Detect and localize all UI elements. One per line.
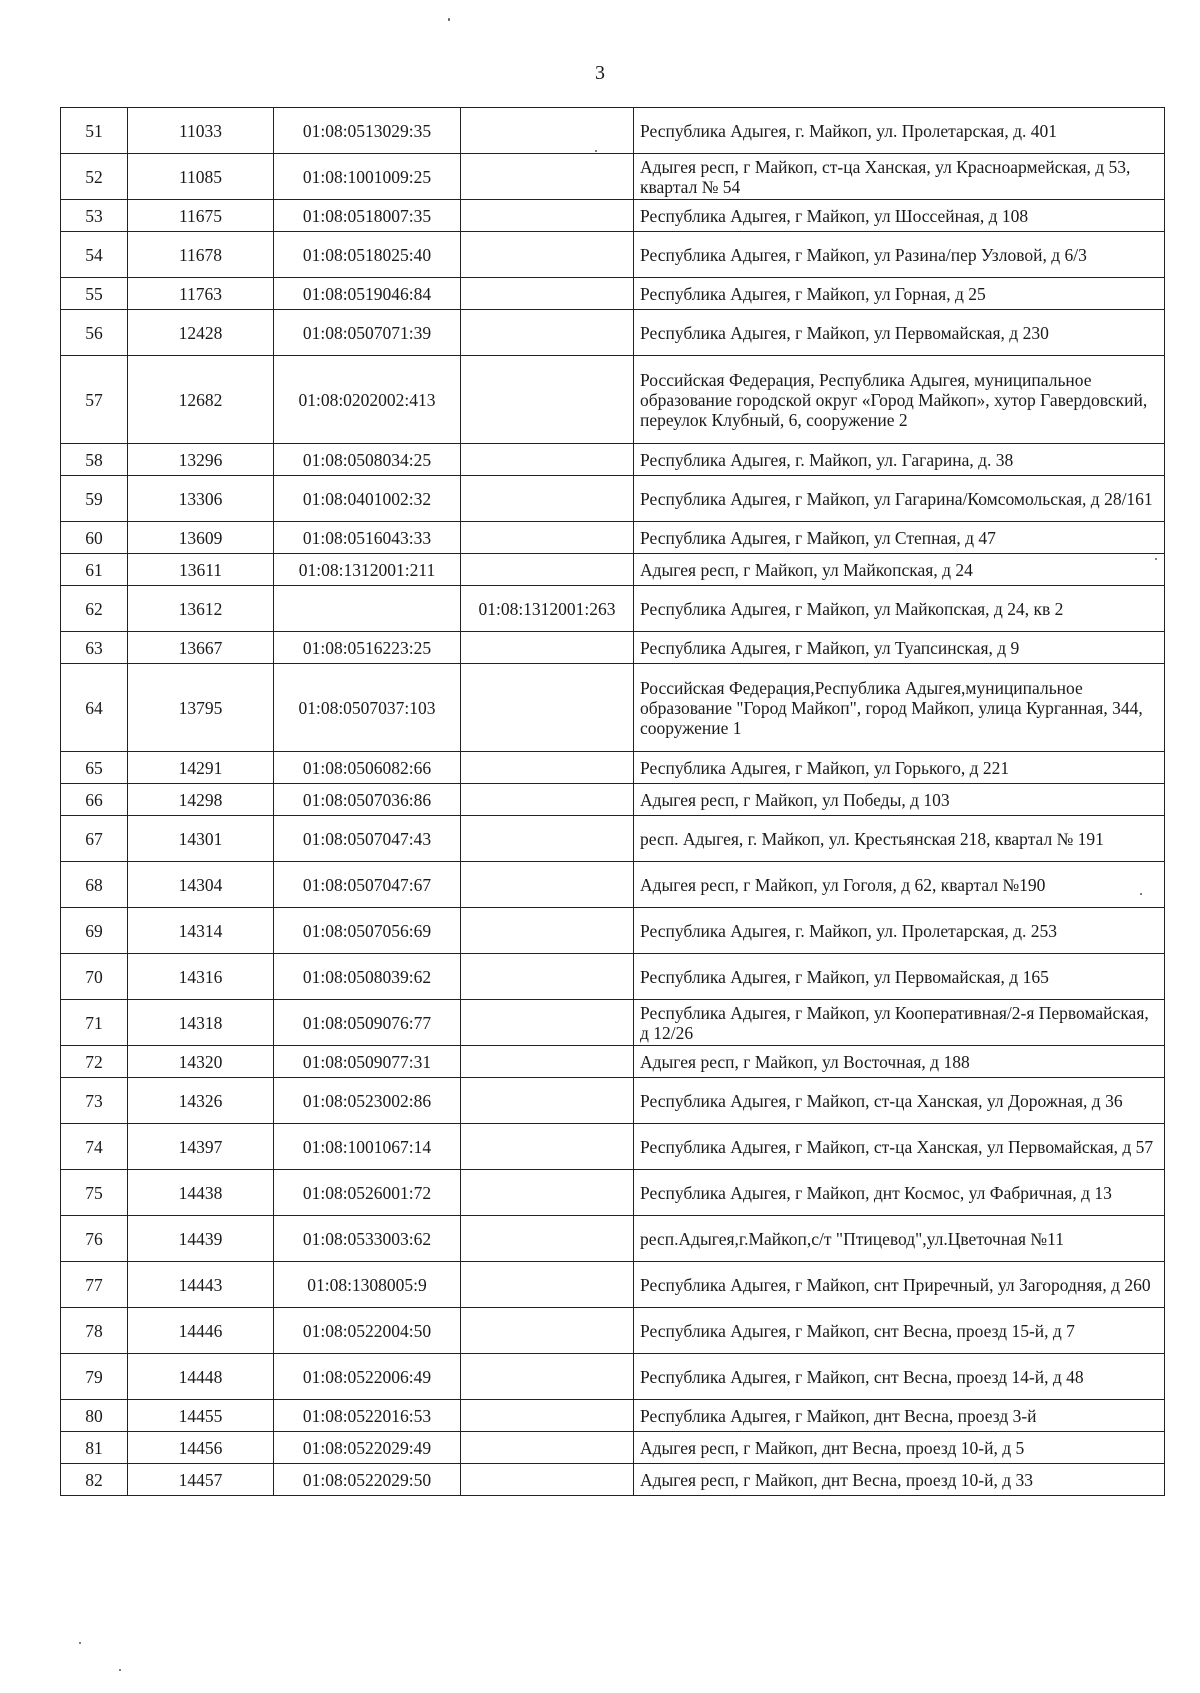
address-cell: Адыгея респ, г Майкоп, ул Восточная, д 188: [634, 1046, 1165, 1078]
cadastral-number-cell: 01:08:1001009:25: [274, 154, 461, 200]
related-cadastral-number-cell: [461, 232, 634, 278]
row-number-cell: 60: [61, 522, 128, 554]
row-number-cell: 80: [61, 1400, 128, 1432]
related-cadastral-number-cell: [461, 444, 634, 476]
row-number-cell: 82: [61, 1464, 128, 1496]
address-cell: респ. Адыгея, г. Майкоп, ул. Крестьянская 218, квартал № 191: [634, 816, 1165, 862]
table-row: [61, 784, 1165, 816]
object-id-cell: 14397: [128, 1124, 274, 1170]
related-cadastral-number-cell: [461, 908, 634, 954]
related-cadastral-number-cell: [461, 1046, 634, 1078]
address-cell: Адыгея респ, г Майкоп, днт Весна, проезд 10-й, д 5: [634, 1432, 1165, 1464]
cadastral-number-cell: 01:08:0506082:66: [274, 752, 461, 784]
table-row: [61, 664, 1165, 752]
related-cadastral-number-cell: [461, 1464, 634, 1496]
related-cadastral-number-cell: [461, 1078, 634, 1124]
object-id-cell: 11763: [128, 278, 274, 310]
table-row: [61, 356, 1165, 444]
cadastral-number-cell: 01:08:0522004:50: [274, 1308, 461, 1354]
object-id-cell: 13795: [128, 664, 274, 752]
object-id-cell: 13609: [128, 522, 274, 554]
table-row: [61, 632, 1165, 664]
row-number-cell: 72: [61, 1046, 128, 1078]
related-cadastral-number-cell: [461, 356, 634, 444]
related-cadastral-number-cell: [461, 310, 634, 356]
address-cell: Республика Адыгея, г Майкоп, днт Космос, ул Фабричная, д 13: [634, 1170, 1165, 1216]
table-row: [61, 200, 1165, 232]
row-number-cell: 65: [61, 752, 128, 784]
related-cadastral-number-cell: [461, 1400, 634, 1432]
table-row: [61, 444, 1165, 476]
address-cell: Адыгея респ, г Майкоп, ул Майкопская, д 24: [634, 554, 1165, 586]
cadastral-number-cell: 01:08:0526001:72: [274, 1170, 461, 1216]
row-number-cell: 63: [61, 632, 128, 664]
cadastral-number-cell: 01:08:0522029:50: [274, 1464, 461, 1496]
object-id-cell: 14326: [128, 1078, 274, 1124]
object-id-cell: 14320: [128, 1046, 274, 1078]
object-id-cell: 14456: [128, 1432, 274, 1464]
scan-speck: [448, 18, 450, 21]
row-number-cell: 55: [61, 278, 128, 310]
row-number-cell: 52: [61, 154, 128, 200]
row-number-cell: 59: [61, 476, 128, 522]
address-cell: Республика Адыгея, г Майкоп, снт Весна, проезд 14-й, д 48: [634, 1354, 1165, 1400]
row-number-cell: 70: [61, 954, 128, 1000]
related-cadastral-number-cell: [461, 632, 634, 664]
related-cadastral-number-cell: [461, 1000, 634, 1046]
related-cadastral-number-cell: [461, 476, 634, 522]
cadastral-number-cell: 01:08:0522029:49: [274, 1432, 461, 1464]
cadastral-number-cell: 01:08:1308005:9: [274, 1262, 461, 1308]
object-id-cell: 11678: [128, 232, 274, 278]
row-number-cell: 68: [61, 862, 128, 908]
object-id-cell: 13296: [128, 444, 274, 476]
address-cell: Республика Адыгея, г. Майкоп, ул. Пролетарская, д. 401: [634, 108, 1165, 154]
object-id-cell: 14304: [128, 862, 274, 908]
related-cadastral-number-cell: [461, 278, 634, 310]
cadastral-number-cell: 01:08:0522016:53: [274, 1400, 461, 1432]
object-id-cell: 14314: [128, 908, 274, 954]
cadastral-number-cell: 01:08:0513029:35: [274, 108, 461, 154]
related-cadastral-number-cell: [461, 954, 634, 1000]
table-row: [61, 554, 1165, 586]
address-cell: Республика Адыгея, г Майкоп, снт Приречный, ул Загородняя, д 260: [634, 1262, 1165, 1308]
cadastral-number-cell: 01:08:0516043:33: [274, 522, 461, 554]
table-row: [61, 752, 1165, 784]
address-cell: Республика Адыгея, г Майкоп, ул Первомайская, д 230: [634, 310, 1165, 356]
cadastral-number-cell: 01:08:0523002:86: [274, 1078, 461, 1124]
related-cadastral-number-cell: [461, 200, 634, 232]
table-row: [61, 1432, 1165, 1464]
table-row: [61, 232, 1165, 278]
object-id-cell: 14318: [128, 1000, 274, 1046]
table-row: [61, 1216, 1165, 1262]
address-cell: Республика Адыгея, г Майкоп, ул Горького, д 221: [634, 752, 1165, 784]
row-number-cell: 71: [61, 1000, 128, 1046]
address-cell: Республика Адыгея, г. Майкоп, ул. Пролетарская, д. 253: [634, 908, 1165, 954]
table-row: [61, 1046, 1165, 1078]
row-number-cell: 78: [61, 1308, 128, 1354]
table-row: [61, 1308, 1165, 1354]
cadastral-number-cell: 01:08:0507036:86: [274, 784, 461, 816]
related-cadastral-number-cell: [461, 522, 634, 554]
row-number-cell: 74: [61, 1124, 128, 1170]
table-row: [61, 154, 1165, 200]
row-number-cell: 53: [61, 200, 128, 232]
address-cell: Республика Адыгея, г Майкоп, ст-ца Ханская, ул Дорожная, д 36: [634, 1078, 1165, 1124]
object-id-cell: 11675: [128, 200, 274, 232]
address-cell: Российская Федерация, Республика Адыгея, муниципальное образование городской округ «Город Майкоп», хутор Гавердовский, переулок Клубный, 6, сооружение 2: [634, 356, 1165, 444]
address-cell: Республика Адыгея, г Майкоп, ул Шоссейная, д 108: [634, 200, 1165, 232]
table-row: [61, 476, 1165, 522]
scan-speck: [119, 1669, 121, 1671]
object-id-cell: 14439: [128, 1216, 274, 1262]
cadastral-number-cell: 01:08:0509076:77: [274, 1000, 461, 1046]
cadastral-number-cell: 01:08:0202002:413: [274, 356, 461, 444]
table-row: [61, 1262, 1165, 1308]
table-row: [61, 310, 1165, 356]
registry-table-body: [61, 108, 1165, 1496]
row-number-cell: 64: [61, 664, 128, 752]
related-cadastral-number-cell: [461, 1170, 634, 1216]
object-id-cell: 11085: [128, 154, 274, 200]
object-id-cell: 14443: [128, 1262, 274, 1308]
table-row: [61, 586, 1165, 632]
cadastral-number-cell: 01:08:0401002:32: [274, 476, 461, 522]
row-number-cell: 62: [61, 586, 128, 632]
object-id-cell: 11033: [128, 108, 274, 154]
related-cadastral-number-cell: [461, 1354, 634, 1400]
related-cadastral-number-cell: [461, 752, 634, 784]
object-id-cell: 14301: [128, 816, 274, 862]
object-id-cell: 14438: [128, 1170, 274, 1216]
object-id-cell: 14457: [128, 1464, 274, 1496]
address-cell: Адыгея респ, г Майкоп, ул Гоголя, д 62, квартал №190: [634, 862, 1165, 908]
address-cell: Республика Адыгея, г Майкоп, ул Первомайская, д 165: [634, 954, 1165, 1000]
object-id-cell: 13612: [128, 586, 274, 632]
related-cadastral-number-cell: [461, 554, 634, 586]
address-cell: респ.Адыгея,г.Майкоп,с/т "Птицевод",ул.Цветочная №11: [634, 1216, 1165, 1262]
table-row: [61, 522, 1165, 554]
scan-speck: [1155, 558, 1157, 560]
address-cell: Российская Федерация,Республика Адыгея,муниципальное образование "Город Майкоп", город Майкоп, улица Курганная, 344, сооружение 1: [634, 664, 1165, 752]
object-id-cell: 13667: [128, 632, 274, 664]
table-row: [61, 1354, 1165, 1400]
table-row: [61, 1124, 1165, 1170]
related-cadastral-number-cell: [461, 1262, 634, 1308]
address-cell: Республика Адыгея, г Майкоп, ул Горная, д 25: [634, 278, 1165, 310]
address-cell: Республика Адыгея, г Майкоп, ст-ца Ханская, ул Первомайская, д 57: [634, 1124, 1165, 1170]
address-cell: Республика Адыгея, г Майкоп, ул Гагарина/Комсомольская, д 28/161: [634, 476, 1165, 522]
address-cell: Республика Адыгея, г Майкоп, ул Разина/пер Узловой, д 6/3: [634, 232, 1165, 278]
address-cell: Республика Адыгея, г Майкоп, ул Туапсинская, д 9: [634, 632, 1165, 664]
cadastral-number-cell: [274, 586, 461, 632]
related-cadastral-number-cell: [461, 664, 634, 752]
row-number-cell: 73: [61, 1078, 128, 1124]
address-cell: Адыгея респ, г Майкоп, ст-ца Ханская, ул Красноармейская, д 53, квартал № 54: [634, 154, 1165, 200]
cadastral-number-cell: 01:08:0508034:25: [274, 444, 461, 476]
address-cell: Республика Адыгея, г Майкоп, ул Майкопская, д 24, кв 2: [634, 586, 1165, 632]
object-id-cell: 13611: [128, 554, 274, 586]
table-row: [61, 908, 1165, 954]
related-cadastral-number-cell: [461, 816, 634, 862]
table-row: [61, 1464, 1165, 1496]
row-number-cell: 75: [61, 1170, 128, 1216]
object-id-cell: 14455: [128, 1400, 274, 1432]
related-cadastral-number-cell: [461, 1432, 634, 1464]
related-cadastral-number-cell: [461, 862, 634, 908]
row-number-cell: 81: [61, 1432, 128, 1464]
related-cadastral-number-cell: [461, 1124, 634, 1170]
cadastral-number-cell: 01:08:1001067:14: [274, 1124, 461, 1170]
cadastral-number-cell: 01:08:0518007:35: [274, 200, 461, 232]
row-number-cell: 58: [61, 444, 128, 476]
row-number-cell: 61: [61, 554, 128, 586]
object-id-cell: 14291: [128, 752, 274, 784]
address-cell: Адыгея респ, г Майкоп, днт Весна, проезд 10-й, д 33: [634, 1464, 1165, 1496]
row-number-cell: 67: [61, 816, 128, 862]
object-id-cell: 12682: [128, 356, 274, 444]
table-row: [61, 278, 1165, 310]
table-row: [61, 1078, 1165, 1124]
cadastral-number-cell: 01:08:0507071:39: [274, 310, 461, 356]
table-row: [61, 954, 1165, 1000]
related-cadastral-number-cell: [461, 154, 634, 200]
related-cadastral-number-cell: [461, 1216, 634, 1262]
related-cadastral-number-cell: [461, 784, 634, 816]
address-cell: Адыгея респ, г Майкоп, ул Победы, д 103: [634, 784, 1165, 816]
row-number-cell: 56: [61, 310, 128, 356]
object-id-cell: 14298: [128, 784, 274, 816]
table-row: [61, 816, 1165, 862]
object-id-cell: 14446: [128, 1308, 274, 1354]
cadastral-number-cell: 01:08:0507047:67: [274, 862, 461, 908]
scan-speck: [79, 1642, 81, 1644]
object-id-cell: 13306: [128, 476, 274, 522]
address-cell: Республика Адыгея, г Майкоп, днт Весна, проезд 3-й: [634, 1400, 1165, 1432]
cadastral-number-cell: 01:08:0518025:40: [274, 232, 461, 278]
row-number-cell: 51: [61, 108, 128, 154]
cadastral-number-cell: 01:08:0522006:49: [274, 1354, 461, 1400]
address-cell: Республика Адыгея, г Майкоп, снт Весна, проезд 15-й, д 7: [634, 1308, 1165, 1354]
cadastral-number-cell: 01:08:1312001:211: [274, 554, 461, 586]
row-number-cell: 66: [61, 784, 128, 816]
scan-speck: [595, 150, 597, 152]
related-cadastral-number-cell: [461, 1308, 634, 1354]
page-number: 3: [595, 62, 605, 84]
object-id-cell: 14448: [128, 1354, 274, 1400]
cadastral-number-cell: 01:08:0507047:43: [274, 816, 461, 862]
row-number-cell: 54: [61, 232, 128, 278]
table-row: [61, 1170, 1165, 1216]
registry-table: [60, 107, 1165, 1496]
object-id-cell: 12428: [128, 310, 274, 356]
table-row: [61, 1400, 1165, 1432]
row-number-cell: 76: [61, 1216, 128, 1262]
related-cadastral-number-cell: 01:08:1312001:263: [461, 586, 634, 632]
address-cell: Республика Адыгея, г Майкоп, ул Степная, д 47: [634, 522, 1165, 554]
row-number-cell: 77: [61, 1262, 128, 1308]
row-number-cell: 57: [61, 356, 128, 444]
cadastral-number-cell: 01:08:0507037:103: [274, 664, 461, 752]
address-cell: Республика Адыгея, г Майкоп, ул Кооперативная/2-я Первомайская, д 12/26: [634, 1000, 1165, 1046]
object-id-cell: 14316: [128, 954, 274, 1000]
address-cell: Республика Адыгея, г. Майкоп, ул. Гагарина, д. 38: [634, 444, 1165, 476]
row-number-cell: 69: [61, 908, 128, 954]
row-number-cell: 79: [61, 1354, 128, 1400]
scan-speck: [1140, 893, 1142, 895]
related-cadastral-number-cell: [461, 108, 634, 154]
table-row: [61, 1000, 1165, 1046]
cadastral-number-cell: 01:08:0508039:62: [274, 954, 461, 1000]
cadastral-number-cell: 01:08:0519046:84: [274, 278, 461, 310]
table-row: [61, 108, 1165, 154]
cadastral-number-cell: 01:08:0507056:69: [274, 908, 461, 954]
table-row: [61, 862, 1165, 908]
cadastral-number-cell: 01:08:0516223:25: [274, 632, 461, 664]
cadastral-number-cell: 01:08:0509077:31: [274, 1046, 461, 1078]
cadastral-number-cell: 01:08:0533003:62: [274, 1216, 461, 1262]
